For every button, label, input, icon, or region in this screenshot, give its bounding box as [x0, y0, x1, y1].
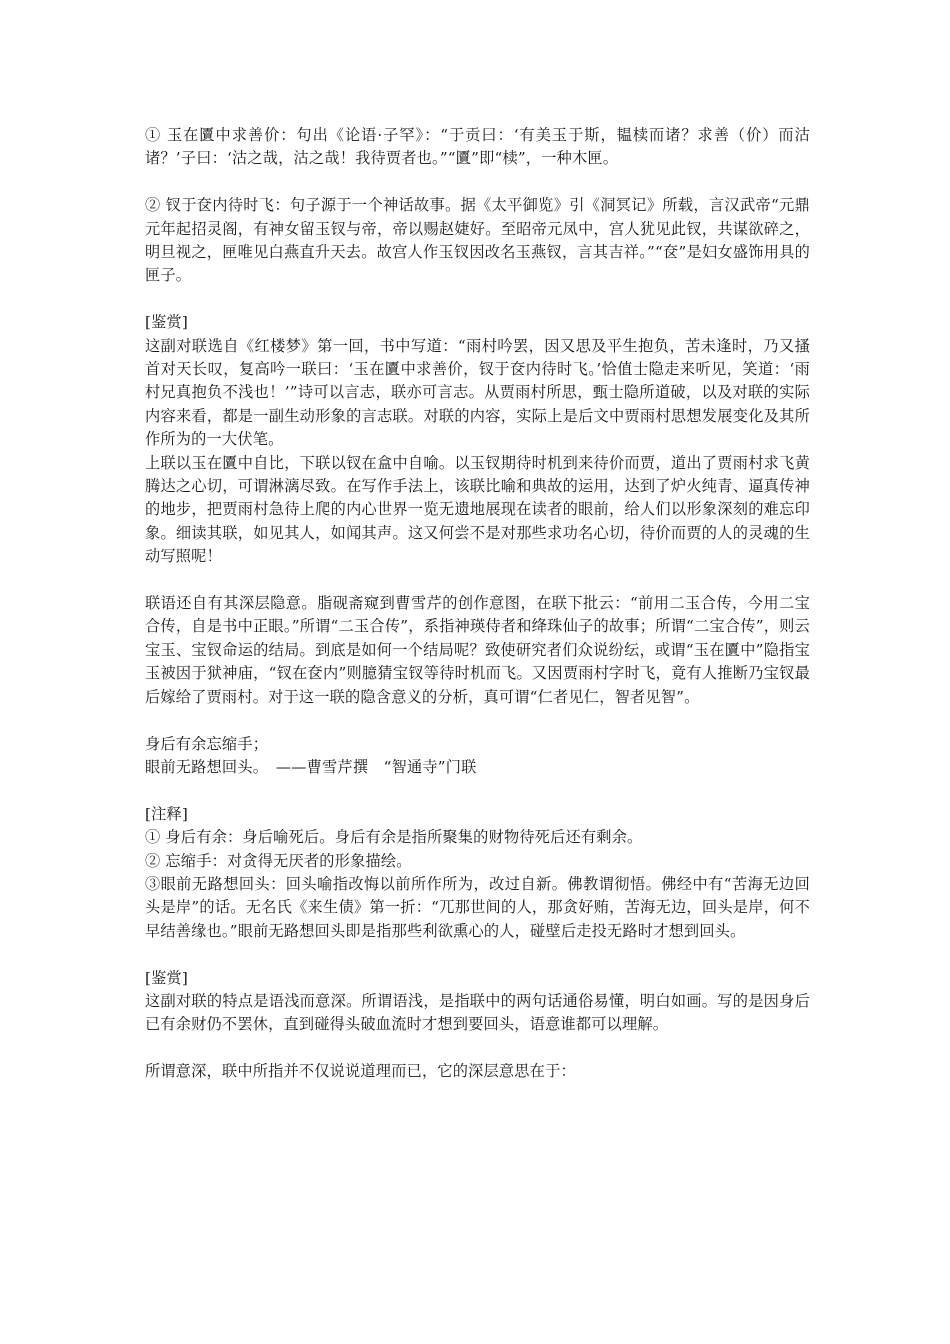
text-paragraph: ① 身后有余：身后喻死后。身后有余是指所聚集的财物待死后还有剩余。 [145, 828, 643, 847]
text-paragraph: [注释] [145, 804, 189, 823]
text-paragraph: 这副对联的特点是语浅而意深。所谓语浅，是指联中的两句话通俗易懂，明白如画。写的是因身后已有余财仍不罢休，直到碰得头破血流时才想到要回头，语意谁都可以理解。 [145, 991, 810, 1034]
paragraph-spacer [145, 1037, 810, 1060]
paragraph-spacer [145, 171, 810, 194]
text-paragraph: 联语还自有其深层隐意。脂砚斋窥到曹雪芹的创作意图，在联下批云：“前用二玉合传，今用二宝合传，自是书中正眼。”所谓“二玉合传”，系指神瑛侍者和绛珠仙子的故事；所谓“二宝合传”，则云宝玉、宝钗命运的结局。到底是如何一个结局呢？致使研究者们众说纷纭，或谓“玉在匵中”隐指宝玉被因于狱神庙，“钗在奁内”则臆猜宝钗等待时机而飞。又因贾雨村字时飞，竟有人推断乃宝钗最后嫁给了贾雨村。对于这一联的隐含意义的分析，真可谓“仁者见仁，智者见智”。 [145, 594, 810, 706]
text-paragraph: ① 玉在匵中求善价：句出《论语·子罕》：“于贡曰：‘有美玉于斯，韫椟而诸？求善（价）而沽诸？’子曰：‘沽之哉，沽之哉！我待贾者也。”“匵”即“椟”，一种木匣。 [145, 126, 810, 168]
text-paragraph: ③眼前无路想回头：回头喻指改悔以前所作所为，改过自新。佛教谓彻悟。佛经中有“苦海无边回头是岸”的话。无名氏《来生债》第一折：“兀那世间的人，那贪好贿，苦海无边，回头是岸，何不早结善缘也。”眼前无路想回头即是指那些利欲熏心的人，碰壁后走投无路时才想到回头。 [145, 874, 810, 940]
paragraph-spacer [145, 569, 810, 592]
text-paragraph: 上联以玉在匵中自比，下联以钗在盒中自喻。以玉钗期待时机到来待价而贾，道出了贾雨村求飞黄腾达之心切，可谓淋漓尽致。在写作手法上，该联比喻和典故的运用，达到了炉火纯青、逼真传神的地步，把贾雨村急待上爬的内心世界一览无遗地展现在读者的眼前，给人们以形象深刻的难忘印象。细读其联，如见其人，如闻其声。这又何尝不是对那些求功名心切，待价而贾的人的灵魂的生动写照呢！ [145, 453, 810, 566]
text-paragraph: [鉴赏] [145, 313, 189, 332]
text-paragraph: 这副对联选自《红楼梦》第一回，书中写道：“雨村吟罢，因又思及平生抱负，苦未逢时，乃又搔首对天长叹，复高吟一联曰：‘玉在匵中求善价，钗于奁内待时飞。’恰值士隐走来听见，笑道：‘雨村兄真抱负不浅也！’”诗可以言志，联亦可言志。从贾雨村所思，甄士隐所道破，以及对联的实际内容来看，都是一副生动形象的言志联。对联的内容，实际上是后文中贾雨村思想发展变化及其所作所为的一大伏笔。 [145, 336, 810, 449]
text-paragraph: 眼前无路想回头。 ——曹雪芹撰 “智通寺”门联 [145, 757, 477, 776]
paragraph-spacer [145, 943, 810, 966]
paragraph-spacer [145, 288, 810, 311]
text-paragraph: ② 钗于奁内待时飞：句子源于一个神话故事。据《太平御览》引《洞冥记》所载，言汉武帝“元鼎元年起招灵阁，有神女留玉钗与帝，帝以赐赵婕好。至昭帝元凤中，宫人犹见此钗，共谋欲碎之，明旦视之，匣唯见白燕直升天去。故宫人作玉钗因改名玉燕钗，言其吉祥。”“奁”是妇女盛饰用具的匣子。 [145, 196, 810, 285]
text-paragraph: 身后有余忘缩手； [145, 734, 269, 753]
document-body [145, 124, 810, 1084]
text-paragraph: ② 忘缩手：对贪得无厌者的形象描绘。 [145, 851, 412, 870]
text-paragraph: 所谓意深，联中所指并不仅说说道理而已，它的深层意思在于： [145, 1062, 576, 1081]
text-paragraph: [鉴赏] [145, 968, 189, 987]
paragraph-spacer [145, 709, 810, 732]
paragraph-spacer [145, 779, 810, 802]
